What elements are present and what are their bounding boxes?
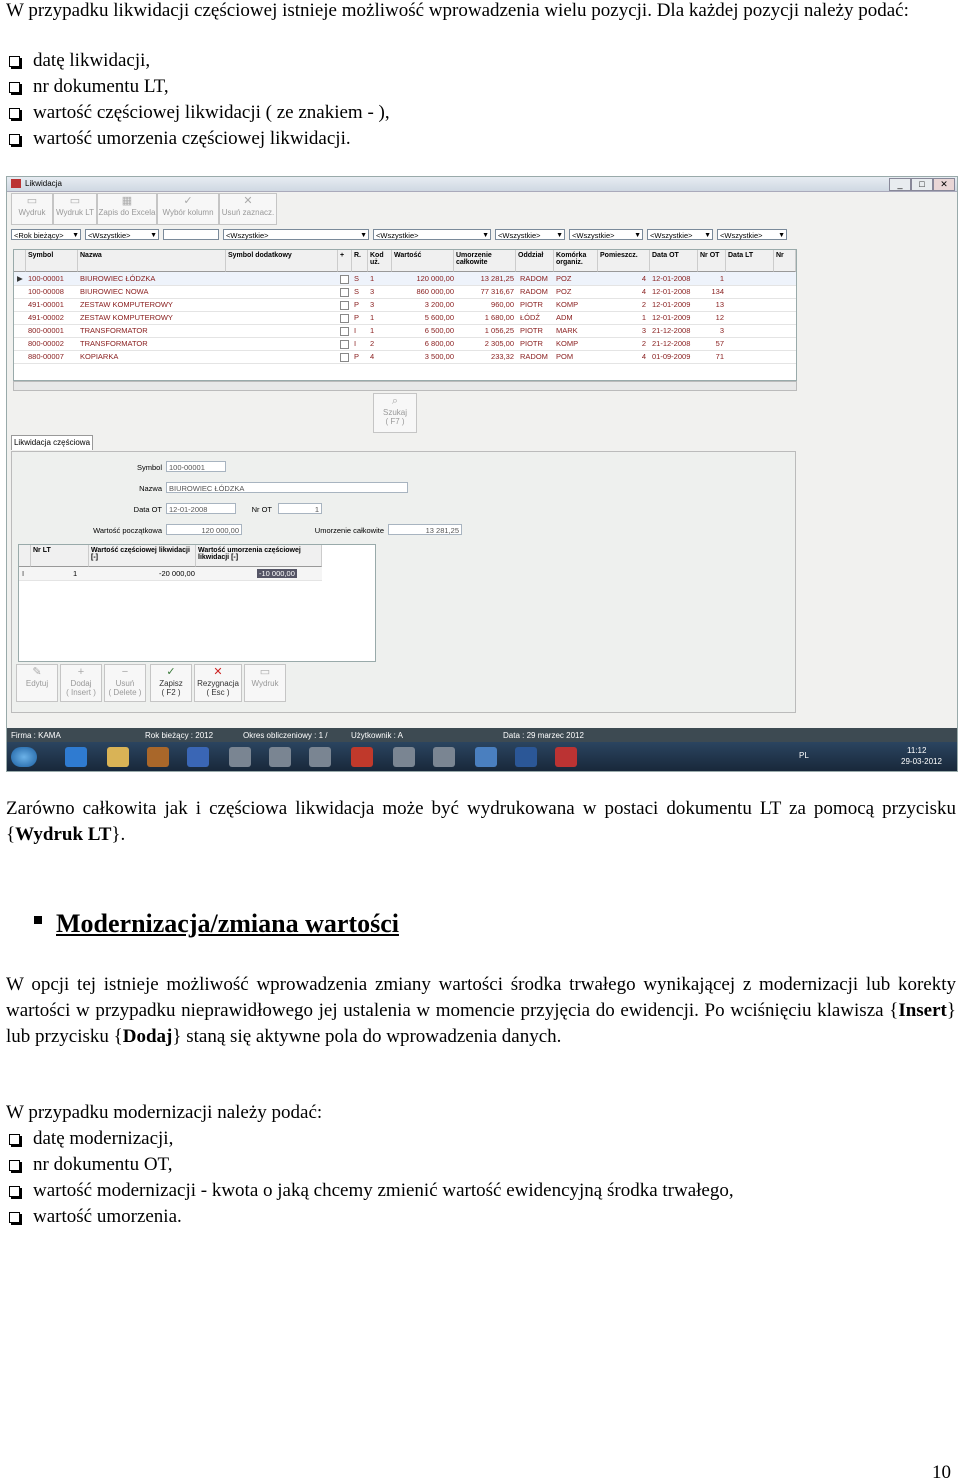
edit-icon: ✎ bbox=[32, 666, 42, 678]
word-icon[interactable] bbox=[515, 747, 537, 767]
language-indicator[interactable]: PL bbox=[799, 751, 809, 760]
print-note: Zarówno całkowita jak i częściowa likwidacja może być wydrukowana w postaci dokumentu LT za pomocą przycisku {Wydruk LT}. bbox=[6, 798, 956, 845]
table-cell: 1 bbox=[370, 313, 375, 322]
checkbox-bullet-icon bbox=[9, 56, 20, 67]
column-header[interactable]: Umorzenie całkowite bbox=[454, 250, 516, 272]
table-cell: 491-00002 bbox=[28, 313, 64, 322]
table-cell: 6 800,00 bbox=[424, 339, 454, 348]
table-cell: P bbox=[354, 313, 360, 322]
edit-row-icon: I bbox=[22, 569, 25, 578]
list-item: wartość częściowej likwidacji ( ze znakiem - ), bbox=[6, 100, 390, 126]
partial-liquidation-panel bbox=[11, 451, 796, 713]
status-company: Firma : KAMA bbox=[11, 731, 61, 740]
table-cell: 12-01-2008 bbox=[652, 274, 691, 283]
table-cell: 1 bbox=[719, 274, 724, 283]
table-cell: ŁÓDŹ bbox=[520, 313, 541, 322]
table-cell: I bbox=[354, 339, 357, 348]
modernization-list bbox=[6, 1126, 734, 1230]
table-cell: POZ bbox=[556, 287, 572, 296]
edit-button[interactable]: ✎ Edytuj bbox=[16, 664, 58, 702]
table-cell: KOPIARKA bbox=[80, 352, 119, 361]
table-cell: 4 bbox=[641, 352, 646, 361]
table-cell: KOMP bbox=[556, 300, 579, 309]
table-cell: 1 bbox=[370, 326, 375, 335]
table-row[interactable]: I 1 -20 000,00 -10 000,00 bbox=[19, 567, 322, 581]
window-title: Likwidacja bbox=[25, 179, 62, 188]
table-cell: 1 056,25 bbox=[484, 326, 514, 335]
app-icon[interactable] bbox=[229, 747, 251, 767]
table-cell: RADOM bbox=[520, 274, 548, 283]
table-cell: 6 500,00 bbox=[424, 326, 454, 335]
app-icon[interactable] bbox=[475, 747, 497, 767]
table-cell: S bbox=[354, 287, 360, 296]
chevron-down-icon: ▼ bbox=[72, 232, 79, 239]
search-button[interactable]: ⌕ Szukaj ( F7 ) bbox=[373, 393, 417, 433]
print-button[interactable]: ▭ Wydruk bbox=[11, 193, 53, 225]
table-cell: KOMP bbox=[556, 339, 579, 348]
filter-year[interactable]: <Rok bieżący> ▼ bbox=[11, 229, 81, 240]
table-cell: 21-12-2008 bbox=[652, 326, 691, 335]
table-cell: 4 bbox=[641, 274, 646, 283]
column-header[interactable]: Nr OT bbox=[698, 250, 726, 272]
nr-ot-label: Nr OT bbox=[251, 505, 272, 514]
table-cell: 12-01-2009 bbox=[652, 313, 691, 322]
checkbox-bullet-icon bbox=[9, 1212, 20, 1223]
table-cell: RADOM bbox=[520, 287, 548, 296]
row-checkbox[interactable] bbox=[340, 314, 349, 323]
title-bar bbox=[7, 177, 957, 192]
table-row[interactable] bbox=[14, 350, 796, 364]
name-field[interactable]: BIUROWIEC ŁÓDZKA bbox=[166, 482, 408, 493]
table-cell: 1 bbox=[370, 274, 375, 283]
table-cell: 12-01-2009 bbox=[652, 300, 691, 309]
column-header[interactable]: Symbol bbox=[26, 250, 78, 272]
column-header[interactable]: R. bbox=[352, 250, 368, 272]
table-cell: 100-00001 bbox=[28, 274, 64, 283]
browser-icon[interactable] bbox=[65, 747, 87, 767]
table-cell: PIOTR bbox=[520, 326, 543, 335]
row-checkbox[interactable] bbox=[340, 327, 349, 336]
checkbox-bullet-icon bbox=[9, 1186, 20, 1197]
total-depreciation-label: Umorzenie całkowite bbox=[314, 526, 384, 535]
print-icon: ▭ bbox=[259, 666, 271, 678]
table-cell: ZESTAW KOMPUTEROWY bbox=[80, 313, 173, 322]
app-icon[interactable] bbox=[147, 747, 169, 767]
table-cell: 1 bbox=[641, 313, 646, 322]
column-header[interactable]: Wartość bbox=[392, 250, 454, 272]
table-row[interactable] bbox=[14, 337, 796, 351]
square-bullet-icon bbox=[34, 916, 42, 924]
checkbox-bullet-icon bbox=[9, 108, 20, 119]
status-user: Użytkownik : A bbox=[351, 731, 404, 740]
partial-liquidation-table bbox=[18, 544, 376, 662]
chevron-down-icon: ▼ bbox=[360, 232, 367, 239]
taskbar bbox=[7, 742, 957, 771]
table-row[interactable] bbox=[14, 298, 796, 312]
app-screenshot bbox=[6, 176, 958, 772]
maximize-button[interactable]: □ bbox=[911, 178, 933, 191]
table-cell: 960,00 bbox=[491, 300, 514, 309]
intro-text: W przypadku likwidacji częściowej istnieje możliwość wprowadzenia wielu pozycji. Dla każdej pozycji należy podać: bbox=[6, 0, 909, 21]
filter-text[interactable] bbox=[163, 229, 219, 240]
table-cell: 860 000,00 bbox=[416, 287, 454, 296]
column-header[interactable]: Symbol dodatkowy bbox=[226, 250, 338, 272]
intro-list bbox=[6, 48, 390, 152]
initial-value-field[interactable]: 120 000,00 bbox=[166, 524, 242, 535]
table-cell: 134 bbox=[711, 287, 724, 296]
nr-ot-field[interactable]: 1 bbox=[278, 503, 322, 514]
date-ot-label: Data OT bbox=[133, 505, 162, 514]
table-cell: PIOTR bbox=[520, 300, 543, 309]
filter-name[interactable]: <Wszystkie> ▼ bbox=[85, 229, 159, 240]
table-cell: P bbox=[354, 352, 360, 361]
choose-columns-button[interactable]: ✓ Wybór kolumn bbox=[157, 193, 219, 225]
column-header[interactable]: Nr LT bbox=[31, 545, 89, 567]
export-excel-button[interactable]: ▦ Zapis do Excela bbox=[97, 193, 157, 225]
chevron-down-icon: ▼ bbox=[482, 232, 489, 239]
initial-value-label: Wartość początkowa bbox=[93, 526, 162, 535]
filter-unit[interactable]: <Wszystkie> ▼ bbox=[569, 229, 643, 240]
column-header[interactable]: Pomieszcz. bbox=[598, 250, 650, 272]
table-cell: 2 305,00 bbox=[484, 339, 514, 348]
list-item: wartość umorzenia częściowej likwidacji. bbox=[6, 126, 390, 152]
status-year: Rok bieżący : 2012 bbox=[145, 731, 214, 740]
clock-time: 11:12 bbox=[907, 746, 927, 755]
column-header[interactable]: Oddział bbox=[516, 250, 554, 272]
section-paragraph: W opcji tej istnieje możliwość wprowadzenia zmiany wartości środka trwałego wynikającej z modernizacji lub korekty wartości w przypadku nieprawidłowego jej ustalenia w momencie przyjęcia do ewidencji. Po wciśnięciu klawisza {Insert} lub przycisku {Dodaj} staną się aktywne pola do wprowadzenia danych. bbox=[6, 974, 956, 1047]
table-cell: 2 bbox=[641, 339, 646, 348]
table-cell: 57 bbox=[715, 339, 724, 348]
list-item: wartość modernizacji - kwota o jaką chcemy zmienić wartość ewidencyjną środka trwałego, bbox=[6, 1178, 734, 1204]
row-checkbox[interactable] bbox=[340, 340, 349, 349]
table-cell: PIOTR bbox=[520, 339, 543, 348]
table-cell: 3 500,00 bbox=[424, 352, 454, 361]
status-period: Okres obliczeniowy : 1 / bbox=[243, 731, 328, 740]
list-item: datę likwidacji, bbox=[6, 48, 390, 74]
table-cell: BIUROWIEC NOWA bbox=[80, 287, 149, 296]
app-icon[interactable] bbox=[351, 747, 373, 767]
chevron-down-icon: ▼ bbox=[150, 232, 157, 239]
delete-button[interactable]: − Usuń ( Delete ) bbox=[104, 664, 146, 702]
chevron-down-icon: ▼ bbox=[704, 232, 711, 239]
name-label: Nazwa bbox=[139, 484, 162, 493]
app-icon[interactable] bbox=[309, 747, 331, 767]
delete-icon: − bbox=[121, 666, 129, 678]
app-icon[interactable] bbox=[555, 747, 577, 767]
table-cell: I bbox=[354, 326, 357, 335]
horizontal-scrollbar[interactable] bbox=[13, 381, 797, 391]
print-button[interactable]: ▭ Wydruk bbox=[244, 664, 286, 702]
table-cell: 120 000,00 bbox=[416, 274, 454, 283]
table-cell: MARK bbox=[556, 326, 578, 335]
table-cell: 100-00008 bbox=[28, 287, 64, 296]
table-cell: 2 bbox=[370, 339, 375, 348]
column-header[interactable]: Wartość umorzenia częściowej likwidacji [-] bbox=[196, 545, 322, 567]
table-cell: 4 bbox=[370, 352, 375, 361]
checkbox-bullet-icon bbox=[9, 1134, 20, 1145]
excel-icon: ▦ bbox=[121, 195, 133, 207]
chevron-down-icon: ▼ bbox=[634, 232, 641, 239]
search-icon: ⌕ bbox=[391, 395, 399, 407]
column-header[interactable]: Data LT bbox=[726, 250, 774, 272]
add-button[interactable]: + Dodaj ( Insert ) bbox=[60, 664, 102, 702]
filter-value[interactable]: <Wszystkie> ▼ bbox=[373, 229, 491, 240]
list-item: nr dokumentu OT, bbox=[6, 1152, 734, 1178]
table-cell: 21-12-2008 bbox=[652, 339, 691, 348]
table-cell: 800-00002 bbox=[28, 339, 64, 348]
app-icon bbox=[11, 179, 21, 188]
checkbox-bullet-icon bbox=[9, 82, 20, 93]
table-cell: 1 680,00 bbox=[484, 313, 514, 322]
table-cell: 4 bbox=[641, 287, 646, 296]
check-icon: ✓ bbox=[183, 195, 193, 207]
minimize-button[interactable]: _ bbox=[889, 178, 911, 191]
cancel-button[interactable]: ✕ Rezygnacja ( Esc ) bbox=[194, 664, 242, 702]
table-cell: 71 bbox=[715, 352, 724, 361]
tab-partial-liquidation[interactable]: Likwidacja częściowa bbox=[11, 435, 93, 450]
table-cell: 5 600,00 bbox=[424, 313, 454, 322]
symbol-field[interactable]: 100-00001 bbox=[166, 461, 226, 472]
list-item: datę modernizacji, bbox=[6, 1126, 734, 1152]
status-bar bbox=[7, 728, 957, 742]
app-icon[interactable] bbox=[269, 747, 291, 767]
row-checkbox[interactable] bbox=[340, 353, 349, 362]
row-checkbox[interactable] bbox=[340, 275, 349, 284]
save-button[interactable]: ✓ Zapisz ( F2 ) bbox=[150, 664, 192, 702]
total-depreciation-field[interactable]: 13 281,25 bbox=[388, 524, 462, 535]
table-cell: POZ bbox=[556, 274, 572, 283]
filter-date[interactable]: <Wszystkie> ▼ bbox=[717, 229, 787, 240]
table-cell: POM bbox=[556, 352, 574, 361]
table-cell: 233,32 bbox=[491, 352, 514, 361]
delete-selected-button[interactable]: ✕ Usuń zaznacz. bbox=[219, 193, 277, 225]
checkbox-bullet-icon bbox=[9, 1160, 20, 1171]
table-cell: TRANSFORMATOR bbox=[80, 339, 148, 348]
table-cell: RADOM bbox=[520, 352, 548, 361]
table-cell: 13 bbox=[715, 300, 724, 309]
app-icon[interactable] bbox=[433, 747, 455, 767]
date-ot-field[interactable]: 12-01-2008 bbox=[166, 503, 236, 514]
column-header[interactable]: Nazwa bbox=[78, 250, 226, 272]
column-header[interactable]: Data OT bbox=[650, 250, 698, 272]
checkbox-bullet-icon bbox=[9, 134, 20, 145]
column-header[interactable]: Komórka organiz. bbox=[554, 250, 598, 272]
assets-table bbox=[13, 249, 797, 381]
table-cell: 2 bbox=[641, 300, 646, 309]
row-checkbox[interactable] bbox=[340, 301, 349, 310]
table-row[interactable] bbox=[14, 285, 796, 299]
row-selector-header bbox=[19, 545, 31, 567]
folder-icon[interactable] bbox=[107, 747, 129, 767]
media-icon[interactable] bbox=[187, 747, 209, 767]
table-cell: 13 281,25 bbox=[480, 274, 514, 283]
column-header[interactable]: Kod uż. bbox=[368, 250, 392, 272]
table-cell: P bbox=[354, 300, 360, 309]
row-selector-header bbox=[14, 250, 26, 272]
table-cell: 3 bbox=[641, 326, 646, 335]
app-icon[interactable] bbox=[393, 747, 415, 767]
table-cell: 3 200,00 bbox=[424, 300, 454, 309]
table-cell: S bbox=[354, 274, 360, 283]
status-date: Data : 29 marzec 2012 bbox=[503, 731, 584, 740]
start-button[interactable] bbox=[11, 747, 37, 767]
table-cell: 880-00007 bbox=[28, 352, 64, 361]
chevron-down-icon: ▼ bbox=[556, 232, 563, 239]
table-row[interactable] bbox=[14, 311, 796, 325]
chevron-down-icon: ▼ bbox=[778, 232, 785, 239]
add-icon: + bbox=[77, 666, 85, 678]
list-item: wartość umorzenia. bbox=[6, 1204, 734, 1230]
current-row-icon: ▶ bbox=[17, 274, 23, 283]
table-row[interactable] bbox=[14, 324, 796, 338]
filter-room[interactable]: <Wszystkie> ▼ bbox=[647, 229, 713, 240]
table-row[interactable] bbox=[14, 272, 796, 286]
clock-date: 29-03-2012 bbox=[901, 757, 942, 766]
table-cell: 3 bbox=[370, 287, 375, 296]
close-button[interactable]: ✕ bbox=[933, 178, 955, 191]
table-cell: 491-00001 bbox=[28, 300, 64, 309]
modernization-intro: W przypadku modernizacji należy podać: bbox=[6, 1102, 323, 1123]
cancel-icon: ✕ bbox=[213, 666, 223, 678]
list-item: nr dokumentu LT, bbox=[6, 74, 390, 100]
column-header[interactable]: Wartość częściowej likwidacji [-] bbox=[89, 545, 196, 567]
print-icon: ▭ bbox=[26, 195, 38, 207]
table-cell: 3 bbox=[370, 300, 375, 309]
table-cell: TRANSFORMATOR bbox=[80, 326, 148, 335]
column-header[interactable]: + bbox=[338, 250, 352, 272]
table-cell: 01-09-2009 bbox=[652, 352, 691, 361]
table-cell: 12-01-2008 bbox=[652, 287, 691, 296]
table-cell: 800-00001 bbox=[28, 326, 64, 335]
filter-branch[interactable]: <Wszystkie> ▼ bbox=[495, 229, 565, 240]
save-icon: ✓ bbox=[166, 666, 176, 678]
column-header[interactable]: Nr bbox=[774, 250, 796, 272]
symbol-label: Symbol bbox=[136, 463, 162, 472]
table-cell: 77 316,67 bbox=[480, 287, 514, 296]
page-number: 10 bbox=[932, 1462, 951, 1483]
section-heading: Modernizacja/zmiana wartości bbox=[34, 908, 399, 940]
table-cell: 12 bbox=[715, 313, 724, 322]
print-lt-button[interactable]: ▭ Wydruk LT bbox=[53, 193, 97, 225]
table-cell: ADM bbox=[556, 313, 573, 322]
table-cell: 3 bbox=[719, 326, 724, 335]
table-cell: ZESTAW KOMPUTEROWY bbox=[80, 300, 173, 309]
row-checkbox[interactable] bbox=[340, 288, 349, 297]
filter-symbol[interactable]: <Wszystkie> ▼ bbox=[223, 229, 369, 240]
print-icon: ▭ bbox=[69, 195, 81, 207]
delete-icon: ✕ bbox=[243, 195, 253, 207]
table-cell: BIUROWIEC ŁÓDZKA bbox=[80, 274, 156, 283]
